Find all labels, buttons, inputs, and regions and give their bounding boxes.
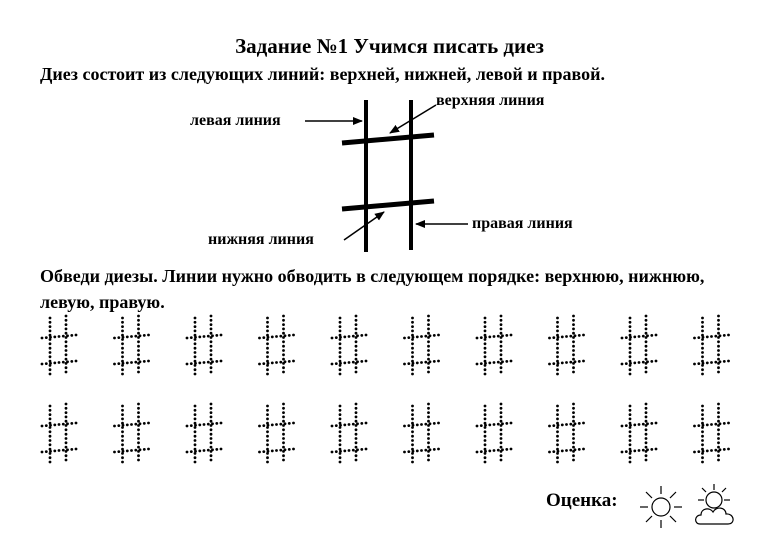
label-left-line: левая линия <box>190 112 281 129</box>
dotted-sharp <box>476 315 513 376</box>
label-right-line: правая линия <box>472 215 573 232</box>
dotted-sharp <box>548 403 585 464</box>
dotted-sharp <box>331 315 368 376</box>
dotted-sharp <box>186 315 223 376</box>
dotted-sharp <box>548 315 585 376</box>
dotted-sharp <box>113 403 150 464</box>
dotted-sharp <box>258 315 295 376</box>
intro-text: Диез состоит из следующих линий: верхней, нижней, левой и правой. <box>40 64 605 84</box>
label-top-line: верхняя линия <box>436 92 545 109</box>
dotted-sharp <box>186 403 223 464</box>
dotted-sharp <box>113 315 150 376</box>
page-title: Задание №1 Учимся писать диез <box>235 34 544 58</box>
instruction-text: Обведи диезы. Линии нужно обводить в следующем порядке: верхнюю, нижнюю, левую, правую. <box>40 266 705 312</box>
dotted-sharp <box>41 315 78 376</box>
dotted-sharp <box>403 315 440 376</box>
label-bottom-line: нижняя линия <box>208 231 314 248</box>
dotted-sharp <box>476 403 513 464</box>
dotted-sharp <box>693 403 730 464</box>
sun-icon <box>638 484 684 530</box>
dotted-sharp <box>258 403 295 464</box>
dotted-sharp <box>621 403 658 464</box>
dotted-sharp <box>403 403 440 464</box>
cloud-sun-icon <box>690 482 746 532</box>
dotted-sharp <box>331 403 368 464</box>
dotted-sharp <box>693 315 730 376</box>
grade-label: Оценка: <box>546 490 618 511</box>
dotted-sharp <box>41 403 78 464</box>
dotted-sharp <box>621 315 658 376</box>
